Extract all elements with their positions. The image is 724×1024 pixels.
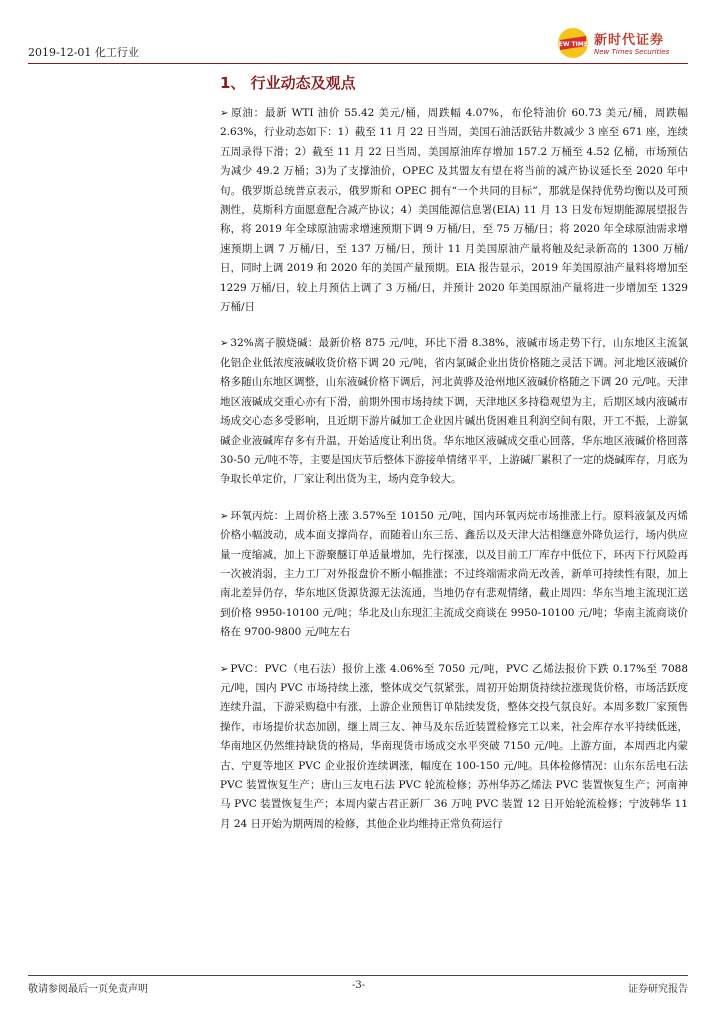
paragraph-text: 原油：最新 WTI 油价 55.42 美元/桶，周跌幅 4.07%，布伦特油价 60.73 美元/桶，周跌幅 2.63%，行业动态如下：1）截至 11 月 22 日当周，美国石油活跃钻井数减少 3 座至 671 座，连续五周录得下滑；2）截至 11 月 22 日当周，美国原油库存增加 157.2 万桶至 4.52 亿桶，市场预估为减少 49.2 万桶；3)为了支撑油价，OPEC 及其盟友有望在将当前的减产协议延长至 2020 年中旬。俄罗斯总统普京表示，俄罗斯和 OPEC 拥有“一个共同的目标”，那就是保持优势均衡以及可预测性，莫斯科方面愿意配合减产协议；4）美国能源信息署(EIA) 11 月 13 日发布短期能源展望报告称，将 2019 年全球原油需求增速预期下调 9 万桶/日，至 75 万桶/日；将 2020 年全球原油需求增速预期上调 7 万桶/日，至 137 万桶/日，预计 11 月美国原油产量将触及纪录新高的 1300 万桶/日，同时上调 2019 和 2020 年的美国产量预期。EIA 报告显示，2019 年美国原油产量料将增加至 1229 万桶/日，较上月预估上调了 3 万桶/日，并预计 2020 年美国原油产量将进一步增加至 1329 万桶/日 — [220, 107, 688, 314]
footer-disclaimer: 敬请参阅最后一页免责声明 — [28, 984, 148, 995]
arrow-bullet-icon: ➢ — [220, 108, 229, 119]
arrow-bullet-icon: ➢ — [220, 663, 229, 675]
header-divider — [28, 63, 688, 64]
page-number: -3- — [352, 980, 366, 991]
report-body — [220, 104, 688, 851]
page-header — [28, 22, 688, 62]
arrow-bullet-icon: ➢ — [220, 510, 229, 522]
logo-english-name: New Times Securities — [594, 48, 670, 56]
company-logo — [548, 26, 688, 62]
footer-divider — [28, 975, 688, 976]
new-times-logo-icon — [553, 26, 593, 60]
logo-mark-text: NEW TIMES — [553, 41, 593, 48]
logo-chinese-name: 新时代证券 — [594, 33, 665, 48]
header-date-industry: 2019-12-01 化工行业 — [28, 46, 139, 59]
section-title: 1、 行业动态及观点 — [220, 74, 356, 92]
paragraph-propylene-oxide — [220, 507, 688, 643]
footer-report-type: 证券研究报告 — [628, 984, 688, 995]
arrow-bullet-icon: ➢ — [220, 338, 229, 350]
paragraph-caustic-soda — [220, 334, 688, 489]
paragraph-text: PVC：PVC（电石法）报价上涨 4.06%至 7050 元/吨，PVC 乙烯法报价下跌 0.17%至 7088 元/吨，国内 PVC 市场持续上涨，整体成交气氛紧张，周初开始期货持续拉涨现货价格，市场活跃度连续升温，下游采购稳中有涨，上游企业预售订单陆续发货，整体交投气氛良好。本周多数厂家预售操作，市场提价状态加剧，继上周三友、神马及东岳近装置检修完工以来，社会库存水平持续低迷，华南地区仍然维持缺货的格局，华南现货市场成交水平突破 7150 元/吨。上游方面，本周西北内蒙古、宁夏等地区 PVC 企业报价连续调涨，幅度在 100-150 元/吨。具体检修情况：山东东岳电石法 PVC 装置恢复生产；唐山三友电石法 PVC 轮流检修；苏州华苏乙烯法 PVC 装置恢复生产；河南神马 PVC 装置恢复生产；本周内蒙古君正新厂 36 万吨 PVC 装置 12 日开始轮流检修；宁波韩华 11 月 24 日开始为期两周的检修，其他企业均维持正常负荷运行 — [220, 662, 688, 830]
paragraph-text: 32%离子膜烧碱：最新价格 875 元/吨，环比下滑 8.38%，液碱市场走势下行，山东地区主流氯化铝企业低浓度液碱收货价格下调 20 元/吨，省内氯碱企业出货价格随之灵活下调。河北地区液碱价格多随山东地区调整，山东液碱价格下调后，河北黄骅及沧州地区液碱价格随之下调 20 元/吨。天津地区液碱成交重心亦有下滑，前期外围市场持续下调，天津地区多持稳观望为主，后期区域内液碱市场成交心态多受影响，且近期下游片碱加工企业因片碱出货困难且利润空间有限，开工不振，上游氯碱企业液碱库存多有升温，开始适度让利出货。华东地区液碱成交重心回落，华东地区液碱价格回落 30-50 元/吨不等，主要是国庆节后整体下游接单情绪平平，上游碱厂累积了一定的烧碱库存，月底为争取长单定价，厂家让利出货为主，场内竞争较大。 — [220, 337, 688, 486]
paragraph-crude-oil — [220, 104, 688, 317]
paragraph-text: 环氧丙烷：上周价格上涨 3.57%至 10150 元/吨，国内环氧丙烷市场推涨上行。原料液氯及丙烯价格小幅波动，成本面支撑尚存，而随着山东三岳、鑫岳以及天津大沽相继意外降负运行，场内供应量一度缩减，加上下游聚醚订单适量增加，先行探涨，以及目前工厂库存中低位下，环丙下行风险再一次被消弱，主力工厂对外报盘价不断小幅推涨；不过终端需求尚无改善，新单可持续性有限，加上南北差异仍存，华东地区货源货源无法流通，当地仍存有悲观情绪，截止周四：华东当地主流现汇送到价格 9950-10100 元/吨；华北及山东现汇主流成交商谈在 9950-10100 元/吨；华南主流商谈价格在 9700-9800 元/吨左右 — [220, 509, 688, 639]
paragraph-pvc — [220, 660, 688, 835]
